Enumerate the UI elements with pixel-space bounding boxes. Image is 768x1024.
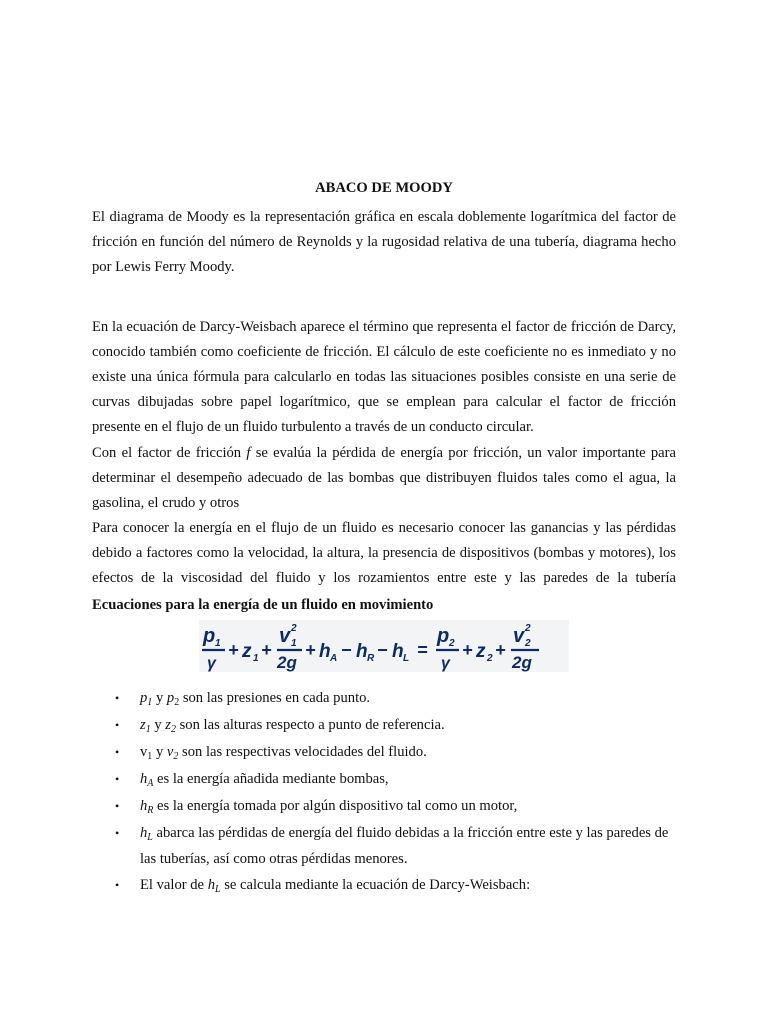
eq-plus-2: + <box>261 640 272 660</box>
paragraph-friction-factor: Con el factor de fricción f se evalúa la pérdida de energía por fricción, un valor importante para determinar el desempeño adecuado de las bombas que distribuyen fluidos tales como el agua, la gasolina, el crudo y otros <box>92 445 677 511</box>
eq-v1-exp: 2 <box>291 623 297 634</box>
eq-minus-1: − <box>341 640 352 660</box>
eq-v1: v <box>279 625 291 647</box>
eq-z1: z <box>242 641 252 662</box>
list-item: • $z_1$ y $z_2$ son las alturas respecto a punto de referencia. <box>92 712 676 739</box>
eq-minus-2: − <box>377 640 388 660</box>
list-item: • $h_R$ es la energía tomada por algún dispositivo tal como un motor, <box>92 793 676 820</box>
eq-z2: z <box>476 641 486 662</box>
eq-2g-2: 2g <box>512 653 532 672</box>
eq-z1-sub: 1 <box>253 653 259 664</box>
eq-p2: p <box>437 625 450 647</box>
bullet-icon: • <box>115 718 120 732</box>
eq-v1-sub: 1 <box>291 638 297 649</box>
paragraph-intro: El diagrama de Moody es la representación gráfica en escala doblemente logarítmica del factor de fricción en función del número de Reynolds y la rugosidad relativa de una tubería, diagrama hecho por Lewis Ferry Moody. <box>92 209 676 275</box>
eq-plus-1: + <box>228 640 239 660</box>
eq-hL: h <box>392 641 404 662</box>
paragraph-darcy: En la ecuación de Darcy-Weisbach aparece el término que representa el factor de fricción de Darcy, conocido también como coeficiente de fricción. El cálculo de este coeficiente no es inmediato y no existe una única fórmula para calcularlo en todas las situaciones posibles consiste en una serie de curvas dibujadas sobre papel logarítmico, que se emplean para calcular el factor de fricción presente en el flujo de un fluido turbulento a través de un conducto circular. <box>92 319 676 435</box>
eq-plus-5: + <box>495 640 506 660</box>
bullet-icon: • <box>115 878 120 892</box>
list-item: • $p_1$ y $p_2$ son las presiones en cada punto. <box>92 685 676 712</box>
energy-equation-image <box>199 620 569 672</box>
eq-plus-4: + <box>462 640 473 660</box>
bullet-icon: • <box>115 799 120 813</box>
list-item: • $v_1$ y $v_2$ son las respectivas velocidades del fluido. <box>92 739 676 766</box>
eq-equals: = <box>417 640 428 660</box>
eq-gamma-1: γ <box>207 655 216 672</box>
bullet-icon: • <box>115 691 120 705</box>
list-item: • $h_A$ es la energía añadida mediante bombas, <box>92 766 676 793</box>
list-item: • El valor de $h_L$ se calcula mediante la ecuación de Darcy-Weisbach: <box>92 872 676 899</box>
eq-v2-sub: 2 <box>525 638 531 649</box>
paragraph-energy: Para conocer la energía en el flujo de un fluido es necesario conocer las ganancias y las pérdidas debido a factores como la velocidad, la altura, la presencia de dispositivos (bombas y motores), los efectos de la viscosidad del fluido y los rozamientos entre este y las paredes de la tubería <box>92 520 676 586</box>
variables-list <box>92 685 676 899</box>
section-heading: Ecuaciones para la energía de un fluido en movimiento <box>92 597 434 613</box>
bullet-icon: • <box>115 772 120 786</box>
bullet-icon: • <box>115 745 120 759</box>
eq-p1: p <box>203 625 216 647</box>
bullet-icon: • <box>115 826 120 840</box>
eq-hR-sub: R <box>367 653 375 664</box>
eq-hL-sub: L <box>403 653 410 664</box>
eq-p1-sub: 1 <box>215 638 221 649</box>
eq-hA: h <box>319 641 331 662</box>
eq-2g-1: 2g <box>277 653 297 672</box>
page-title: ABACO DE MOODY <box>315 180 453 196</box>
eq-plus-3: + <box>305 640 316 660</box>
eq-gamma-2: γ <box>441 655 450 672</box>
eq-hA-sub: A <box>330 653 338 664</box>
list-item: • $h_L$ abarca las pérdidas de energía del fluido debidas a la fricción entre este y las paredes de las tuberías, así como otras pérdidas menores. <box>92 820 676 872</box>
eq-p2-sub: 2 <box>449 638 455 649</box>
eq-hR: h <box>356 641 368 662</box>
eq-v2: v <box>513 625 525 647</box>
eq-z2-sub: 2 <box>487 653 493 664</box>
eq-v2-exp: 2 <box>525 623 531 634</box>
